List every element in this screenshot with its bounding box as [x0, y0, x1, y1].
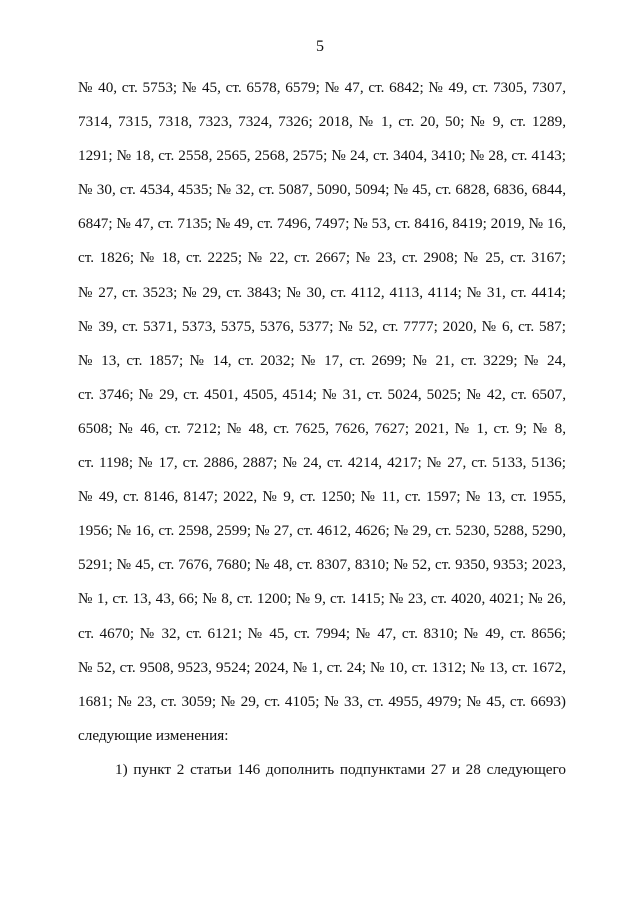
text-line: 1956; № 16, ст. 2598, 2599; № 27, ст. 4612, 4626; № 29, ст. 5230, 5288, 5290,: [78, 522, 566, 540]
text-line: № 13, ст. 1857; № 14, ст. 2032; № 17, ст. 2699; № 21, ст. 3229; № 24,: [78, 351, 566, 369]
text-line: ст. 4670; № 32, ст. 6121; № 45, ст. 7994; № 47, ст. 8310; № 49, ст. 8656;: [78, 624, 566, 642]
text-line: 6847; № 47, ст. 7135; № 49, ст. 7496, 7497; № 53, ст. 8416, 8419; 2019, № 16,: [78, 215, 566, 233]
text-line: № 27, ст. 3523; № 29, ст. 3843; № 30, ст. 4112, 4113, 4114; № 31, ст. 4414;: [78, 283, 566, 301]
text-line: № 30, ст. 4534, 4535; № 32, ст. 5087, 5090, 5094; № 45, ст. 6828, 6836, 6844,: [78, 181, 566, 199]
text-line: ст. 3746; № 29, ст. 4501, 4505, 4514; № 31, ст. 5024, 5025; № 42, ст. 6507,: [78, 385, 566, 403]
text-line: 1291; № 18, ст. 2558, 2565, 2568, 2575; № 24, ст. 3404, 3410; № 28, ст. 4143;: [78, 147, 566, 165]
text-line: ст. 1198; № 17, ст. 2886, 2887; № 24, ст. 4214, 4217; № 27, ст. 5133, 5136;: [78, 454, 566, 472]
text-line: № 1, ст. 13, 43, 66; № 8, ст. 1200; № 9, ст. 1415; № 23, ст. 4020, 4021; № 26,: [78, 590, 566, 608]
text-line: № 39, ст. 5371, 5373, 5375, 5376, 5377; № 52, ст. 7777; 2020, № 6, ст. 587;: [78, 317, 566, 335]
text-line: 1681; № 23, ст. 3059; № 29, ст. 4105; № 33, ст. 4955, 4979; № 45, ст. 6693): [78, 692, 566, 710]
text-line-paragraph-end: следующие изменения:: [78, 726, 229, 744]
text-line: ст. 1826; № 18, ст. 2225; № 22, ст. 2667; № 23, ст. 2908; № 25, ст. 3167;: [78, 249, 566, 267]
text-line: № 40, ст. 5753; № 45, ст. 6578, 6579; № 47, ст. 6842; № 49, ст. 7305, 7307,: [78, 79, 566, 96]
text-line-list-item: 1) пункт 2 статьи 146 дополнить подпунктами 27 и 28 следующего: [115, 760, 566, 778]
text-line: 5291; № 45, ст. 7676, 7680; № 48, ст. 8307, 8310; № 52, ст. 9350, 9353; 2023,: [78, 556, 566, 574]
text-line: № 49, ст. 8146, 8147; 2022, № 9, ст. 1250; № 11, ст. 1597; № 13, ст. 1955,: [78, 488, 566, 506]
body-text: [78, 78, 566, 794]
text-line: 7314, 7315, 7318, 7323, 7324, 7326; 2018, № 1, ст. 20, 50; № 9, ст. 1289,: [78, 113, 566, 131]
text-line: 6508; № 46, ст. 7212; № 48, ст. 7625, 7626, 7627; 2021, № 1, ст. 9; № 8,: [78, 419, 566, 437]
text-line: № 52, ст. 9508, 9523, 9524; 2024, № 1, ст. 24; № 10, ст. 1312; № 13, ст. 1672,: [78, 658, 566, 676]
page-number: 5: [316, 38, 324, 55]
